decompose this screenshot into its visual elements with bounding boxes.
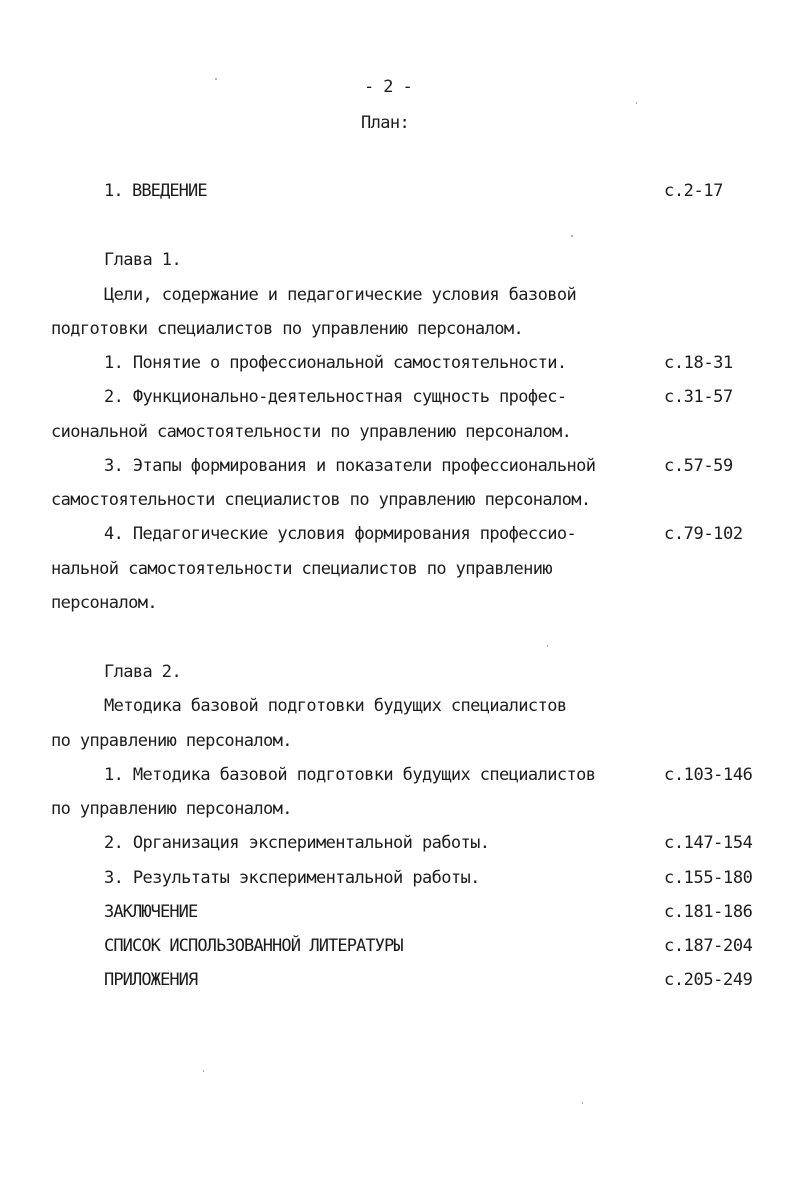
toc-entry-line: по управлению персоналом.: [51, 799, 292, 819]
toc-bibliography-title: СПИСОК ИСПОЛЬЗОВАННОЙ ЛИТЕРАТУРЫ: [104, 936, 403, 956]
chapter1-title-line: подготовки специалистов по управлению персоналом.: [51, 319, 524, 339]
toc-entry-line: нальной самостоятельности специалистов по управлению: [51, 559, 553, 579]
toc-entry-pages: с.31-57: [664, 387, 733, 407]
toc-entry-line: 4. Педагогические условия формирования профессио-: [104, 524, 577, 544]
toc-entry-pages: с.18-31: [664, 353, 733, 373]
chapter2-title-line: Методика базовой подготовки будущих специалистов: [104, 696, 567, 716]
toc-bibliography-pages: с.187-204: [664, 936, 753, 956]
toc-entry-pages: с.103-146: [664, 765, 753, 785]
toc-entry-line: 1. Понятие о профессиональной самостоятельности.: [104, 353, 567, 373]
toc-entry-line: сиональной самостоятельности по управлению персоналом.: [51, 422, 572, 442]
scan-speck: [582, 1102, 583, 1104]
toc-intro-title: 1. ВВЕДЕНИЕ: [104, 181, 207, 201]
scan-speck: [636, 102, 637, 104]
scan-speck: [203, 1070, 204, 1072]
toc-conclusion-title: ЗАКЛЮЧЕНИЕ: [104, 902, 198, 922]
scan-speck: [547, 645, 548, 647]
toc-entry-line: персоналом.: [51, 593, 157, 613]
toc-conclusion-pages: с.181-186: [664, 902, 753, 922]
toc-entry-pages: с.155-180: [664, 868, 753, 888]
scan-speck: [215, 78, 217, 80]
toc-entry-pages: с.147-154: [664, 833, 753, 853]
toc-entry-line: 2. Организация экспериментальной работы.: [104, 833, 490, 853]
chapter1-label: Глава 1.: [104, 250, 182, 270]
toc-intro-pages: с.2-17: [664, 181, 724, 201]
toc-entry-line: 1. Методика базовой подготовки будущих специалистов: [104, 765, 596, 785]
toc-entry-line: самостоятельности специалистов по управлению персоналом.: [51, 490, 591, 510]
chapter2-title-line: по управлению персоналом.: [51, 731, 292, 751]
toc-entry-line: 3. Результаты экспериментальной работы.: [104, 868, 480, 888]
page-heading: План:: [361, 113, 410, 133]
chapter2-label: Глава 2.: [104, 662, 182, 682]
chapter1-title-line: Цели, содержание и педагогические условия базовой: [104, 285, 577, 305]
toc-entry-pages: с.57-59: [664, 456, 733, 476]
toc-entry-pages: с.79-102: [664, 524, 743, 544]
toc-entry-line: 2. Функционально-деятельностная сущность профес-: [104, 387, 567, 407]
toc-appendices-title: ПРИЛОЖЕНИЯ: [104, 970, 198, 990]
scan-speck: [571, 235, 573, 237]
toc-entry-line: 3. Этапы формирования и показатели профессиональной: [104, 456, 596, 476]
page-number: - 2 -: [364, 77, 413, 97]
toc-appendices-pages: с.205-249: [664, 970, 753, 990]
